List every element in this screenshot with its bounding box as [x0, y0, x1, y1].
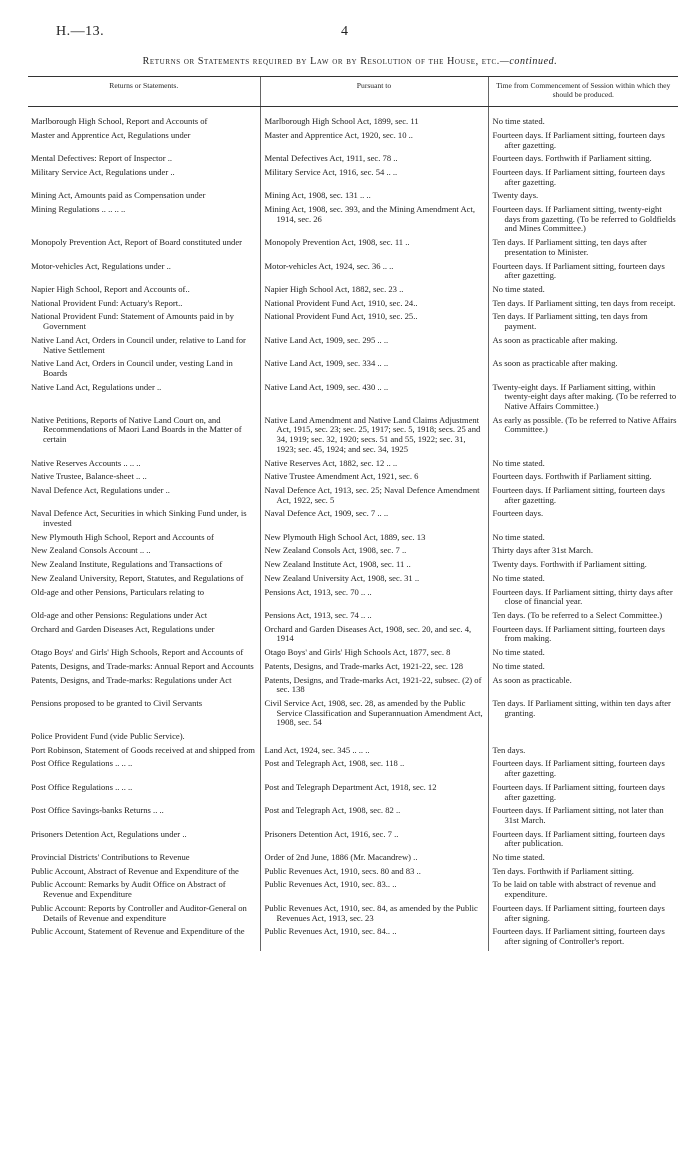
pursuant-act-cell: New Plymouth High School Act, 1889, sec. 13	[264, 531, 426, 542]
return-item-cell: Native Trustee, Balance-sheet .. ..	[31, 471, 147, 482]
time-limit-cell: As soon as practicable after making.	[492, 334, 618, 345]
return-item-cell: Public Account: Reports by Controller and Auditor-General on Details of Revenue and expenditure	[31, 902, 247, 923]
time-limit-cell: Fourteen days.	[492, 508, 544, 519]
table-row	[28, 359, 678, 382]
table-row	[28, 486, 678, 509]
time-limit-cell: To be laid on table with abstract of revenue and expenditure.	[492, 879, 656, 900]
time-limit-cell: No time stated.	[492, 852, 545, 863]
time-limit-cell: No time stated.	[492, 572, 545, 583]
table-row	[28, 533, 678, 547]
return-item-cell: Naval Defence Act, Regulations under ..	[31, 484, 170, 495]
pursuant-act-cell: Native Land Act, 1909, sec. 430 .. ..	[264, 381, 389, 392]
return-item-cell: Provincial Districts' Contributions to Revenue	[31, 852, 190, 863]
pursuant-act-cell: Master and Apprentice Act, 1920, sec. 10 ..	[264, 129, 413, 140]
pursuant-act-cell: Public Revenues Act, 1910, sec. 84, as amended by the Public Revenues Act, 1913, sec. 23	[264, 902, 478, 923]
time-limit-cell: No time stated.	[492, 531, 545, 542]
pursuant-act-cell: Naval Defence Act, 1909, sec. 7 .. ..	[264, 508, 389, 519]
pursuant-act-cell: Land Act, 1924, sec. 345 .. .. ..	[264, 744, 370, 755]
pursuant-act-cell: Public Revenues Act, 1910, sec. 83.. ..	[264, 879, 397, 890]
table-row	[28, 285, 678, 299]
time-limit-cell: Thirty days after 31st March.	[492, 545, 593, 556]
column-header-time: Time from Commencement of Session within which they should be produced.	[488, 77, 678, 107]
pursuant-act-cell: Patents, Designs, and Trade-marks Act, 1921-22, subsec. (2) of sec. 138	[264, 674, 482, 695]
return-item-cell: Mining Regulations .. .. .. ..	[31, 204, 126, 215]
return-item-cell: Public Account: Remarks by Audit Office on Abstract of Revenue and Expenditure	[31, 879, 226, 900]
time-limit-cell: Ten days. If Parliament sitting, ten days after presentation to Minister.	[492, 237, 647, 257]
table-row	[28, 759, 678, 782]
table-row	[28, 880, 678, 903]
return-item-cell: Otago Boys' and Girls' High Schools, Report and Accounts of	[31, 647, 244, 658]
return-item-cell: Military Service Act, Regulations under ..	[31, 166, 175, 177]
pursuant-act-cell: Mining Act, 1908, sec. 393, and the Mining Amendment Act, 1914, sec. 26	[264, 204, 476, 224]
table-row	[28, 383, 678, 416]
pursuant-act-cell: New Zealand University Act, 1908, sec. 31 ..	[264, 572, 420, 583]
return-item-cell: Post Office Regulations .. .. ..	[31, 758, 133, 769]
return-item-cell: Master and Apprentice Act, Regulations under	[31, 129, 191, 140]
time-limit-cell: Fourteen days. Forthwith if Parliament sitting.	[492, 471, 652, 482]
table-row	[28, 746, 678, 760]
return-item-cell: Police Provident Fund (vide Public Service).	[31, 731, 185, 742]
pursuant-act-cell: Public Revenues Act, 1910, secs. 80 and 83 ..	[264, 865, 421, 876]
time-limit-cell: Fourteen days. If Parliament sitting, fourteen days after signing.	[492, 902, 665, 923]
pursuant-act-cell: Naval Defence Act, 1913, sec. 25; Naval Defence Amendment Act, 1922, sec. 5	[264, 484, 480, 505]
pursuant-act-cell: Native Land Act, 1909, sec. 295 .. ..	[264, 334, 389, 345]
time-limit-cell: Fourteen days. If Parliament sitting, fourteen days from making.	[492, 623, 665, 644]
return-item-cell: Prisoners Detention Act, Regulations under ..	[31, 828, 187, 839]
return-item-cell: National Provident Fund: Statement of Amounts paid in by Government	[31, 311, 234, 332]
return-item-cell: Native Land Act, Orders in Council under, relative to Land for Native Settlement	[31, 334, 246, 355]
table-row	[28, 168, 678, 191]
table-row	[28, 191, 678, 205]
return-item-cell: Public Account, Abstract of Revenue and Expenditure of the	[31, 865, 239, 876]
title-main: Returns or Statements required by Law or by Resolution of the House, etc.	[142, 56, 500, 67]
pursuant-act-cell: New Zealand Consols Act, 1908, sec. 7 ..	[264, 545, 407, 556]
table-row	[28, 676, 678, 699]
pursuant-act-cell: Post and Telegraph Act, 1908, sec. 118 ..	[264, 758, 405, 769]
table-row	[28, 312, 678, 335]
return-item-cell: Patents, Designs, and Trade-marks: Annual Report and Accounts	[31, 660, 254, 671]
table-body	[28, 107, 678, 951]
pursuant-act-cell: Otago Boys' and Girls' High Schools Act, 1877, sec. 8	[264, 647, 451, 658]
pursuant-act-cell: Post and Telegraph Act, 1908, sec. 82 ..	[264, 805, 401, 816]
pursuant-act-cell: Prisoners Detention Act, 1916, sec. 7 ..	[264, 828, 399, 839]
return-item-cell: Native Petitions, Reports of Native Land Court on, and Recommendations of Maori Land Boards in the Matter of certain	[31, 414, 242, 445]
time-limit-cell: No time stated.	[492, 660, 545, 671]
return-item-cell: New Zealand Institute, Regulations and Transactions of	[31, 559, 223, 570]
time-limit-cell: No time stated.	[492, 457, 545, 468]
return-item-cell: Patents, Designs, and Trade-marks: Regulations under Act	[31, 674, 232, 685]
pursuant-act-cell: National Provident Fund Act, 1910, sec. 25..	[264, 311, 418, 322]
time-limit-cell: Fourteen days. If Parliament sitting, thirty days after close of financial year.	[492, 586, 673, 607]
pursuant-act-cell: Monopoly Prevention Act, 1908, sec. 11 ..	[264, 237, 410, 248]
table-row	[28, 238, 678, 261]
pursuant-act-cell: Native Land Act, 1909, sec. 334 .. ..	[264, 358, 389, 369]
time-limit-cell: Ten days. If Parliament sitting, within ten days after granting.	[492, 697, 671, 718]
table-row	[28, 299, 678, 313]
pursuant-act-cell: Post and Telegraph Department Act, 1918, sec. 12	[264, 781, 437, 792]
return-item-cell: New Zealand University, Report, Statutes, and Regulations of	[31, 572, 244, 583]
return-item-cell: Motor-vehicles Act, Regulations under ..	[31, 260, 171, 271]
time-limit-cell: Fourteen days. If Parliament sitting, fourteen days after gazetting.	[492, 781, 665, 802]
table-row	[28, 546, 678, 560]
table-row	[28, 662, 678, 676]
time-limit-cell: Ten days.	[492, 744, 526, 755]
time-limit-cell: Fourteen days. Forthwith if Parliament sitting.	[492, 153, 652, 164]
table-row	[28, 472, 678, 486]
return-item-cell: Public Account, Statement of Revenue and Expenditure of the	[31, 926, 245, 937]
time-limit-cell: Fourteen days. If Parliament sitting, twenty-eight days from gazetting. (To be referred to Goldfields and Mines Committee.)	[492, 204, 676, 234]
return-item-cell: Napier High School, Report and Accounts of..	[31, 284, 190, 294]
time-limit-cell: Fourteen days. If Parliament sitting, fourteen days after gazetting.	[492, 260, 665, 281]
return-item-cell: Port Robinson, Statement of Goods received at and shipped from	[31, 744, 255, 755]
return-item-cell: Old-age and other Pensions: Regulations under Act	[31, 609, 208, 620]
time-limit-cell: No time stated.	[492, 116, 545, 127]
pursuant-act-cell: Napier High School Act, 1882, sec. 23 ..	[264, 284, 404, 294]
time-limit-cell: Fourteen days. If Parliament sitting, fourteen days after gazetting.	[492, 758, 665, 779]
time-limit-cell: As soon as practicable after making.	[492, 358, 618, 369]
table-row	[28, 262, 678, 285]
time-limit-cell: As soon as practicable.	[492, 674, 572, 685]
pursuant-act-cell: Mental Defectives Act, 1911, sec. 78 ..	[264, 153, 398, 164]
pursuant-act-cell: Military Service Act, 1916, sec. 54 .. ..	[264, 166, 398, 177]
column-header-returns: Returns or Statements.	[28, 77, 260, 107]
time-limit-cell: Ten days. If Parliament sitting, ten days from receipt.	[492, 297, 676, 308]
table-row	[28, 459, 678, 473]
return-item-cell: Native Land Act, Orders in Council under, vesting Land in Boards	[31, 358, 233, 378]
time-limit-cell: Twenty days. Forthwith if Parliament sitting.	[492, 559, 647, 570]
return-item-cell: Post Office Regulations .. .. ..	[31, 781, 133, 792]
table-row	[28, 416, 678, 459]
time-limit-cell: Fourteen days. If Parliament sitting, not later than 31st March.	[492, 805, 664, 825]
table-row	[28, 574, 678, 588]
time-limit-cell: As early as possible. (To be referred to Native Affairs Committee.)	[492, 414, 677, 435]
table-row	[28, 867, 678, 881]
table-row	[28, 509, 678, 532]
time-limit-cell: No time stated.	[492, 647, 545, 658]
return-item-cell: Naval Defence Act, Securities in which Sinking Fund under, is invested	[31, 508, 247, 529]
table-row	[28, 611, 678, 625]
return-item-cell: Native Reserves Accounts .. .. ..	[31, 457, 141, 468]
table-row	[28, 783, 678, 806]
return-item-cell: Old-age and other Pensions, Particulars relating to	[31, 586, 205, 597]
pursuant-act-cell: Public Revenues Act, 1910, sec. 84.. ..	[264, 926, 397, 937]
table-row	[28, 336, 678, 359]
page-number: 4	[341, 24, 348, 39]
time-limit-cell: Twenty-eight days. If Parliament sitting, within twenty-eight days after making. (To be referred to Native Affairs Committee.)	[492, 381, 677, 412]
return-item-cell: Marlborough High School, Report and Accounts of	[31, 116, 208, 127]
return-item-cell: National Provident Fund: Actuary's Report..	[31, 297, 183, 308]
time-limit-cell: No time stated.	[492, 284, 545, 294]
document-reference: H.—13.	[56, 24, 105, 39]
pursuant-act-cell: Marlborough High School Act, 1899, sec. 11	[264, 116, 419, 127]
time-limit-cell: Fourteen days. If Parliament sitting, fourteen days after signing of Controller's report.	[492, 926, 665, 946]
return-item-cell: New Plymouth High School, Report and Accounts of	[31, 531, 214, 542]
time-limit-cell: Fourteen days. If Parliament sitting, fourteen days after gazetting.	[492, 166, 665, 187]
table-row	[28, 560, 678, 574]
return-item-cell: Pensions proposed to be granted to Civil Servants	[31, 697, 203, 708]
pursuant-act-cell: Native Trustee Amendment Act, 1921, sec. 6	[264, 471, 419, 482]
table-row	[28, 699, 678, 732]
table-row	[28, 648, 678, 662]
table-row	[28, 131, 678, 154]
pursuant-act-cell: Patents, Designs, and Trade-marks Act, 1921-22, sec. 128	[264, 660, 464, 671]
table-row	[28, 853, 678, 867]
pursuant-act-cell: Motor-vehicles Act, 1924, sec. 36 .. ..	[264, 260, 394, 271]
table-row	[28, 830, 678, 853]
pursuant-act-cell: Pensions Act, 1913, sec. 74 .. ..	[264, 609, 372, 620]
time-limit-cell: Fourteen days. If Parliament sitting, fourteen days after gazetting.	[492, 484, 665, 505]
time-limit-cell: Ten days. (To be referred to a Select Committee.)	[492, 609, 663, 620]
table-row	[28, 154, 678, 168]
pursuant-act-cell: Native Land Amendment and Native Land Claims Adjustment Act, 1915, sec. 23; sec. 25, 1917; sec. 5, 1918; secs. 25 and 34, 1919; sec. 32, 1920; secs. 51 and 55, 1922; sec. 31, 1923; sec. 45, 1924; and sec. 34, 1925	[264, 414, 481, 454]
return-item-cell: New Zealand Consols Account .. ..	[31, 545, 151, 556]
pursuant-act-cell: Native Reserves Act, 1882, sec. 12 .. ..	[264, 457, 398, 468]
return-item-cell: Mining Act, Amounts paid as Compensation under	[31, 190, 206, 201]
time-limit-cell: Ten days. If Parliament sitting, ten days from payment.	[492, 311, 648, 332]
table-row	[28, 107, 678, 131]
table-row	[28, 732, 678, 746]
time-limit-cell: Twenty days.	[492, 190, 539, 201]
title-suffix: —continued.	[499, 56, 558, 67]
table-row	[28, 588, 678, 611]
pursuant-act-cell: National Provident Fund Act, 1910, sec. 24..	[264, 297, 418, 308]
table-row	[28, 205, 678, 238]
pursuant-act-cell: Pensions Act, 1913, sec. 70 .. ..	[264, 586, 372, 597]
pursuant-act-cell: New Zealand Institute Act, 1908, sec. 11 ..	[264, 559, 411, 570]
table-row	[28, 927, 678, 950]
return-item-cell: Mental Defectives: Report of Inspector ..	[31, 153, 173, 164]
time-limit-cell: Ten days. Forthwith if Parliament sitting.	[492, 865, 634, 876]
time-limit-cell: Fourteen days. If Parliament sitting, fourteen days after publication.	[492, 828, 665, 849]
table-row	[28, 625, 678, 648]
return-item-cell: Native Land Act, Regulations under ..	[31, 381, 162, 392]
pursuant-act-cell: Order of 2nd June, 1886 (Mr. Macandrew) ..	[264, 852, 418, 863]
returns-table	[28, 76, 678, 951]
return-item-cell: Monopoly Prevention Act, Report of Board constituted under	[31, 237, 242, 248]
column-header-pursuant: Pursuant to	[260, 77, 488, 107]
pursuant-act-cell: Mining Act, 1908, sec. 131 .. ..	[264, 190, 371, 201]
page-title	[0, 56, 700, 67]
table-header	[28, 77, 678, 107]
table-row	[28, 904, 678, 927]
return-item-cell: Orchard and Garden Diseases Act, Regulations under	[31, 623, 215, 634]
time-limit-cell: Fourteen days. If Parliament sitting, fourteen days after gazetting.	[492, 129, 665, 150]
pursuant-act-cell: Civil Service Act, 1908, sec. 28, as amended by the Public Service Classification and Superannuation Amendment Act, 1908, sec. 54	[264, 697, 483, 728]
table-row	[28, 806, 678, 829]
pursuant-act-cell: Orchard and Garden Diseases Act, 1908, sec. 20, and sec. 4, 1914	[264, 623, 472, 644]
return-item-cell: Post Office Savings-banks Returns .. ..	[31, 805, 164, 816]
